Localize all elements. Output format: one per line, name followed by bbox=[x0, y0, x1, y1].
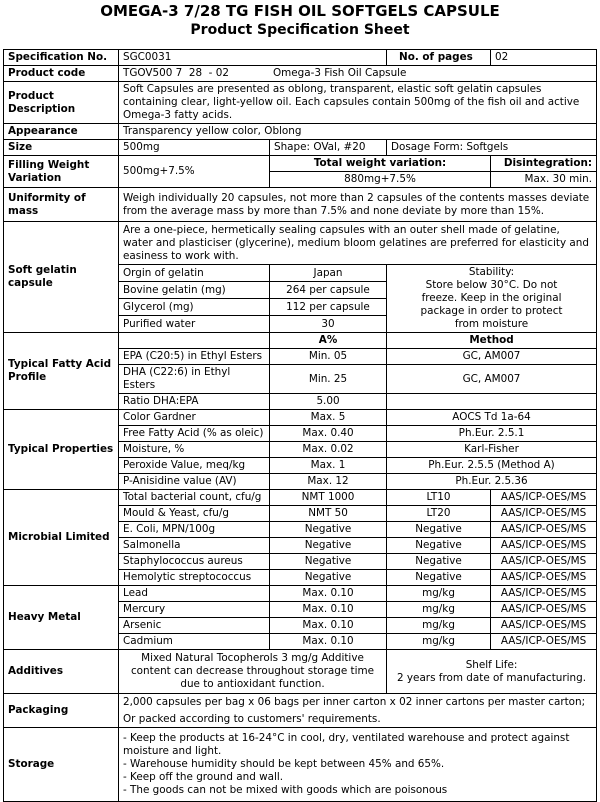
microbial-name: E. Coli, MPN/100g bbox=[119, 522, 270, 538]
product-code-value: TGOV500 7 28 - 02 bbox=[123, 67, 229, 79]
packaging-line-2: Or packed according to customers' requirements. bbox=[123, 712, 381, 725]
specification-table bbox=[3, 49, 597, 802]
disintegration-value: Max. 30 min. bbox=[491, 172, 597, 188]
typical-method: Ph.Eur. 2.5.36 bbox=[387, 474, 597, 490]
storage-line: - Keep off the ground and wall. bbox=[123, 771, 284, 783]
storage-label: Storage bbox=[4, 728, 119, 802]
typical-name: Color Gardner bbox=[119, 410, 270, 426]
fatty-acid-name: Ratio DHA:EPA bbox=[119, 394, 270, 410]
typical-name: Free Fatty Acid (% as oleic) bbox=[119, 426, 270, 442]
description-text: Soft Capsules are presented as oblong, transparent, elastic soft gelatin capsules containing clear, light-yellow oil. Each capsules contain 500mg of the fish oil and active Omega-3 fatty acids. bbox=[119, 82, 597, 124]
microbial-name: Total bacterial count, cfu/g bbox=[119, 490, 270, 506]
pages-label: No. of pages bbox=[387, 50, 491, 66]
total-weight-value: 880mg+7.5% bbox=[270, 172, 491, 188]
typical-name: Peroxide Value, meq/kg bbox=[119, 458, 270, 474]
heavy-metal-unit: mg/kg bbox=[387, 634, 491, 650]
uniformity-label: Uniformity of mass bbox=[4, 188, 119, 222]
uniformity-row bbox=[4, 188, 597, 222]
fatty-acid-method: GC, AM007 bbox=[387, 349, 597, 365]
heavy-metal-value: Max. 0.10 bbox=[270, 586, 387, 602]
heavy-metal-value: Max. 0.10 bbox=[270, 634, 387, 650]
microbial-unit: LT20 bbox=[387, 506, 491, 522]
fatty-acid-name: EPA (C20:5) in Ethyl Esters bbox=[119, 349, 270, 365]
pages-value: 02 bbox=[491, 50, 597, 66]
heavy-metal-value: Max. 0.10 bbox=[270, 602, 387, 618]
gelatin-item-value: 264 per capsule bbox=[270, 282, 387, 299]
size-value: 500mg bbox=[119, 140, 270, 156]
microbial-unit: LT10 bbox=[387, 490, 491, 506]
filling-row bbox=[4, 156, 597, 172]
gelatin-row bbox=[4, 222, 597, 265]
microbial-unit: Negative bbox=[387, 554, 491, 570]
size-label: Size bbox=[4, 140, 119, 156]
fatty-acid-name: DHA (C22:6) in Ethyl Esters bbox=[119, 365, 270, 394]
typical-method: AOCS Td 1a-64 bbox=[387, 410, 597, 426]
typical-method: Ph.Eur. 2.5.1 bbox=[387, 426, 597, 442]
spec-no-row bbox=[4, 50, 597, 66]
storage-line: - The goods can not be mixed with goods which are poisonous bbox=[123, 784, 448, 796]
microbial-method: AAS/ICP-OES/MS bbox=[491, 490, 597, 506]
microbial-method: AAS/ICP-OES/MS bbox=[491, 570, 597, 586]
typical-method: Karl-Fisher bbox=[387, 442, 597, 458]
heavy-metal-value: Max. 0.10 bbox=[270, 618, 387, 634]
heavy-metal-name: Lead bbox=[119, 586, 270, 602]
typical-value: Max. 12 bbox=[270, 474, 387, 490]
document-title: OMEGA-3 7/28 TG FISH OIL SOFTGELS CAPSULE bbox=[100, 2, 500, 20]
additives-row bbox=[4, 650, 597, 694]
packaging-row bbox=[4, 694, 597, 728]
appearance-label: Appearance bbox=[4, 124, 119, 140]
stability-box bbox=[387, 265, 597, 333]
uniformity-text: Weigh individually 20 capsules, not more than 2 capsules of the contents masses deviate from the average mass by more than 7.5% and none deviate by more than 15%. bbox=[119, 188, 597, 222]
dosage-value: Dosage Form: Softgels bbox=[387, 140, 597, 156]
microbial-unit: Negative bbox=[387, 538, 491, 554]
storage-line: - Keep the products at 16-24°C in cool, dry, ventilated warehouse and protect against moisture and light. bbox=[123, 732, 570, 757]
heavy-metal-method: AAS/ICP-OES/MS bbox=[491, 634, 597, 650]
microbial-method: AAS/ICP-OES/MS bbox=[491, 554, 597, 570]
shelf-life-text: 2 years from date of manufacturing. bbox=[396, 671, 587, 684]
microbial-name: Mould & Yeast, cfu/g bbox=[119, 506, 270, 522]
microbial-name: Hemolytic streptococcus bbox=[119, 570, 270, 586]
microbial-label: Microbial Limited bbox=[4, 490, 119, 586]
heavy-metal-name: Mercury bbox=[119, 602, 270, 618]
microbial-method: AAS/ICP-OES/MS bbox=[491, 522, 597, 538]
additives-label: Additives bbox=[4, 650, 119, 694]
fatty-acid-value: Min. 25 bbox=[270, 365, 387, 394]
fatty-acid-header-row bbox=[4, 333, 597, 349]
spec-no-label: Specification No. bbox=[4, 50, 119, 66]
typical-value: Max. 1 bbox=[270, 458, 387, 474]
gelatin-item-name: Orgin of gelatin bbox=[119, 265, 270, 282]
typical-name: Moisture, % bbox=[119, 442, 270, 458]
gelatin-item-name: Glycerol (mg) bbox=[119, 299, 270, 316]
heavy-metal-label: Heavy Metal bbox=[4, 586, 119, 650]
filling-label: Filling Weight Variation bbox=[4, 156, 119, 188]
microbial-value: NMT 1000 bbox=[270, 490, 387, 506]
additives-text: Mixed Natural Tocopherols 3 mg/g Additive content can decrease throughout storage time due to antioxidant function. bbox=[119, 650, 387, 694]
filling-value: 500mg+7.5% bbox=[119, 156, 270, 188]
microbial-value: NMT 50 bbox=[270, 506, 387, 522]
gelatin-item-name: Bovine gelatin (mg) bbox=[119, 282, 270, 299]
size-row bbox=[4, 140, 597, 156]
microbial-method: AAS/ICP-OES/MS bbox=[491, 506, 597, 522]
product-name: Omega-3 Fish Oil Capsule bbox=[272, 67, 407, 79]
storage-row bbox=[4, 728, 597, 802]
shelf-life-box bbox=[387, 650, 597, 694]
document-subtitle: Product Specification Sheet bbox=[190, 22, 410, 38]
typical-value: Max. 0.02 bbox=[270, 442, 387, 458]
microbial-name: Salmonella bbox=[119, 538, 270, 554]
description-row bbox=[4, 82, 597, 124]
typical-name: P-Anisidine value (AV) bbox=[119, 474, 270, 490]
typical-method: Ph.Eur. 2.5.5 (Method A) bbox=[387, 458, 597, 474]
gelatin-item-value: Japan bbox=[270, 265, 387, 282]
description-label: Product Description bbox=[4, 82, 119, 124]
product-code-row bbox=[4, 66, 597, 82]
heavy-metal-method: AAS/ICP-OES/MS bbox=[491, 586, 597, 602]
microbial-row bbox=[4, 490, 597, 506]
stability-label: Stability: bbox=[468, 266, 515, 278]
heavy-metal-unit: mg/kg bbox=[387, 618, 491, 634]
microbial-unit: Negative bbox=[387, 570, 491, 586]
fatty-acid-method: GC, AM007 bbox=[387, 365, 597, 394]
gelatin-text: Are a one-piece, hermetically sealing capsules with an outer shell made of gelatine, water and plasticiser (glycerine), medium bloom gelatines are preferred for elasticity and easiness to work with. bbox=[119, 222, 597, 265]
microbial-unit: Negative bbox=[387, 522, 491, 538]
heavy-metal-name: Arsenic bbox=[119, 618, 270, 634]
heavy-metal-method: AAS/ICP-OES/MS bbox=[491, 618, 597, 634]
gelatin-item-name: Purified water bbox=[119, 316, 270, 333]
typical-value: Max. 0.40 bbox=[270, 426, 387, 442]
product-code-label: Product code bbox=[4, 66, 119, 82]
shelf-life-label: Shelf Life: bbox=[465, 658, 518, 671]
microbial-method: AAS/ICP-OES/MS bbox=[491, 538, 597, 554]
fatty-acid-col-a: A% bbox=[270, 333, 387, 349]
gelatin-item-value: 30 bbox=[270, 316, 387, 333]
heavy-metal-name: Cadmium bbox=[119, 634, 270, 650]
total-weight-label: Total weight variation: bbox=[270, 156, 491, 172]
disintegration-label: Disintegration: bbox=[491, 156, 597, 172]
fatty-acid-value: 5.00 bbox=[270, 394, 387, 410]
appearance-value: Transparency yellow color, Oblong bbox=[119, 124, 597, 140]
appearance-row bbox=[4, 124, 597, 140]
fatty-acid-value: Min. 05 bbox=[270, 349, 387, 365]
typical-label: Typical Properties bbox=[4, 410, 119, 490]
typical-row bbox=[4, 410, 597, 426]
fatty-acid-method bbox=[387, 394, 597, 410]
fatty-acid-col-method: Method bbox=[387, 333, 597, 349]
microbial-value: Negative bbox=[270, 570, 387, 586]
microbial-value: Negative bbox=[270, 554, 387, 570]
heavy-metal-method: AAS/ICP-OES/MS bbox=[491, 602, 597, 618]
heavy-metal-row bbox=[4, 586, 597, 602]
microbial-value: Negative bbox=[270, 538, 387, 554]
storage-line: - Warehouse humidity should be kept between 45% and 65%. bbox=[123, 758, 445, 770]
gelatin-label: Soft gelatin capsule bbox=[4, 222, 119, 333]
microbial-name: Staphylococcus aureus bbox=[119, 554, 270, 570]
typical-value: Max. 5 bbox=[270, 410, 387, 426]
gelatin-item-value: 112 per capsule bbox=[270, 299, 387, 316]
heavy-metal-unit: mg/kg bbox=[387, 602, 491, 618]
packaging-line-1: 2,000 capsules per bag x 06 bags per inner carton x 02 inner cartons per master carton; bbox=[123, 695, 586, 708]
stability-text: Store below 30°C. Do not freeze. Keep in the original package in order to protect from moisture bbox=[420, 279, 563, 330]
heavy-metal-unit: mg/kg bbox=[387, 586, 491, 602]
packaging-label: Packaging bbox=[4, 694, 119, 728]
shape-value: Shape: OVal, #20 bbox=[270, 140, 387, 156]
spec-no-value: SGC0031 bbox=[119, 50, 387, 66]
fatty-acid-label: Typical Fatty Acid Profile bbox=[4, 333, 119, 410]
microbial-value: Negative bbox=[270, 522, 387, 538]
